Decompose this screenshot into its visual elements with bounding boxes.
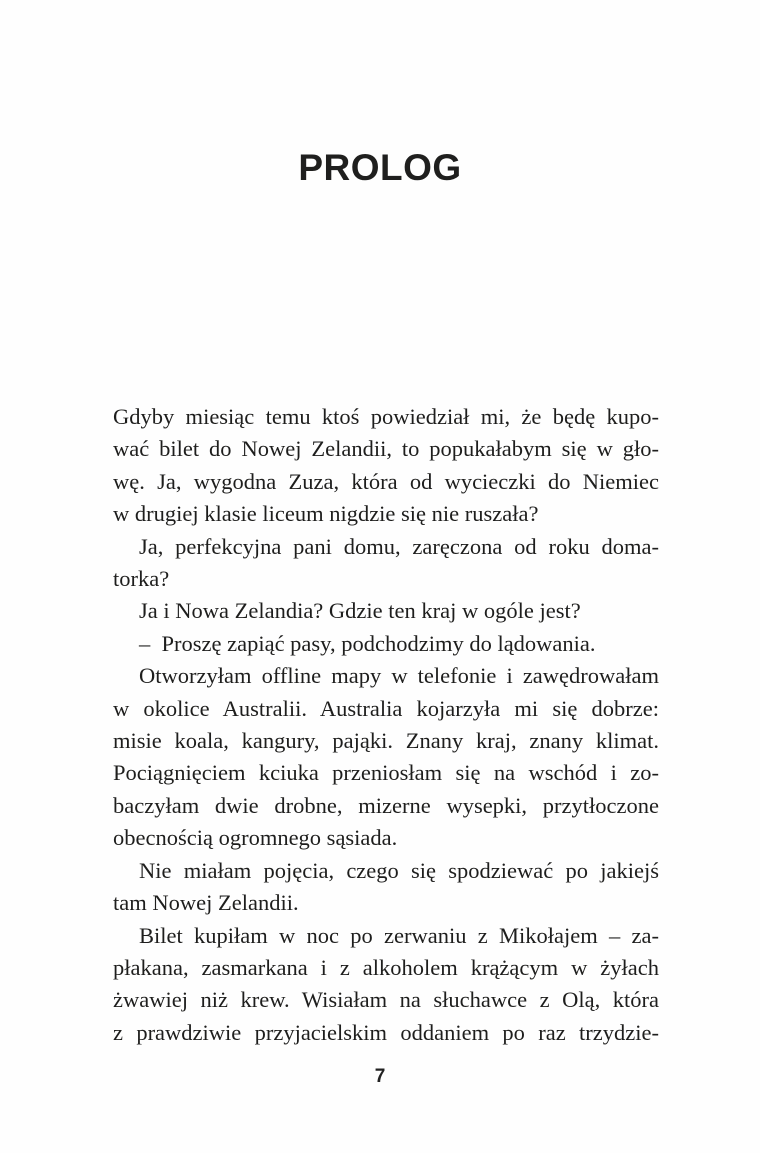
text-line: w okolice Australii. Australia kojarzyła mi się dobrze: [113,695,659,721]
text-line: w drugiej klasie liceum nigdzie się nie ruszała? [113,501,539,527]
text-line: tam Nowej Zelandii. [113,890,299,916]
text-line: wać bilet do Nowej Zelandii, to popukałabym się w gło- [113,436,659,462]
text-line: Pociągnięciem kciuka przeniosłam się na wschód i zo- [113,760,659,786]
text-line: Nie miałam pojęcia, czego się spodziewać po jakiejś [139,857,659,883]
text-line: Bilet kupiłam w noc po zerwaniu z Mikołajem – za- [139,922,659,948]
paragraph [113,628,659,660]
text-line: Ja, perfekcyjna pani domu, zaręczona od roku doma- [139,533,659,559]
chapter-heading: PROLOG [298,147,462,188]
text-line: torka? [113,566,170,592]
paragraph [113,531,659,596]
text-line: misie koala, kangury, pająki. Znany kraj, znany klimat. [113,728,659,754]
paragraph [113,920,659,1050]
text-line: z prawdziwie przyjacielskim oddaniem po raz trzydzie- [113,1019,659,1045]
text-line: obecnością ogromnego sąsiada. [113,825,398,851]
text-line: baczyłam dwie drobne, mizerne wysepki, przytłoczone [113,792,659,818]
paragraph [113,855,659,920]
text-line: Gdyby miesiąc temu ktoś powiedział mi, że będę kupo- [113,404,659,429]
paragraph [113,401,659,531]
text-line: – Proszę zapiąć pasy, podchodzimy do lądowania. [139,630,596,656]
text-line: płakana, zasmarkana i z alkoholem krążącym w żyłach [113,954,659,980]
paragraph [113,595,659,627]
text-line: Otworzyłam offline mapy w telefonie i zawędrowałam [139,663,659,689]
paragraph [113,660,659,854]
body-text [113,401,659,1049]
page-number: 7 [374,1066,386,1087]
text-line: wę. Ja, wygodna Zuza, która od wycieczki do Niemiec [113,468,659,494]
text-line: żwawiej niż krew. Wisiałam na słuchawce z Olą, która [113,987,659,1013]
text-line: Ja i Nowa Zelandia? Gdzie ten kraj w ogóle jest? [139,598,581,624]
